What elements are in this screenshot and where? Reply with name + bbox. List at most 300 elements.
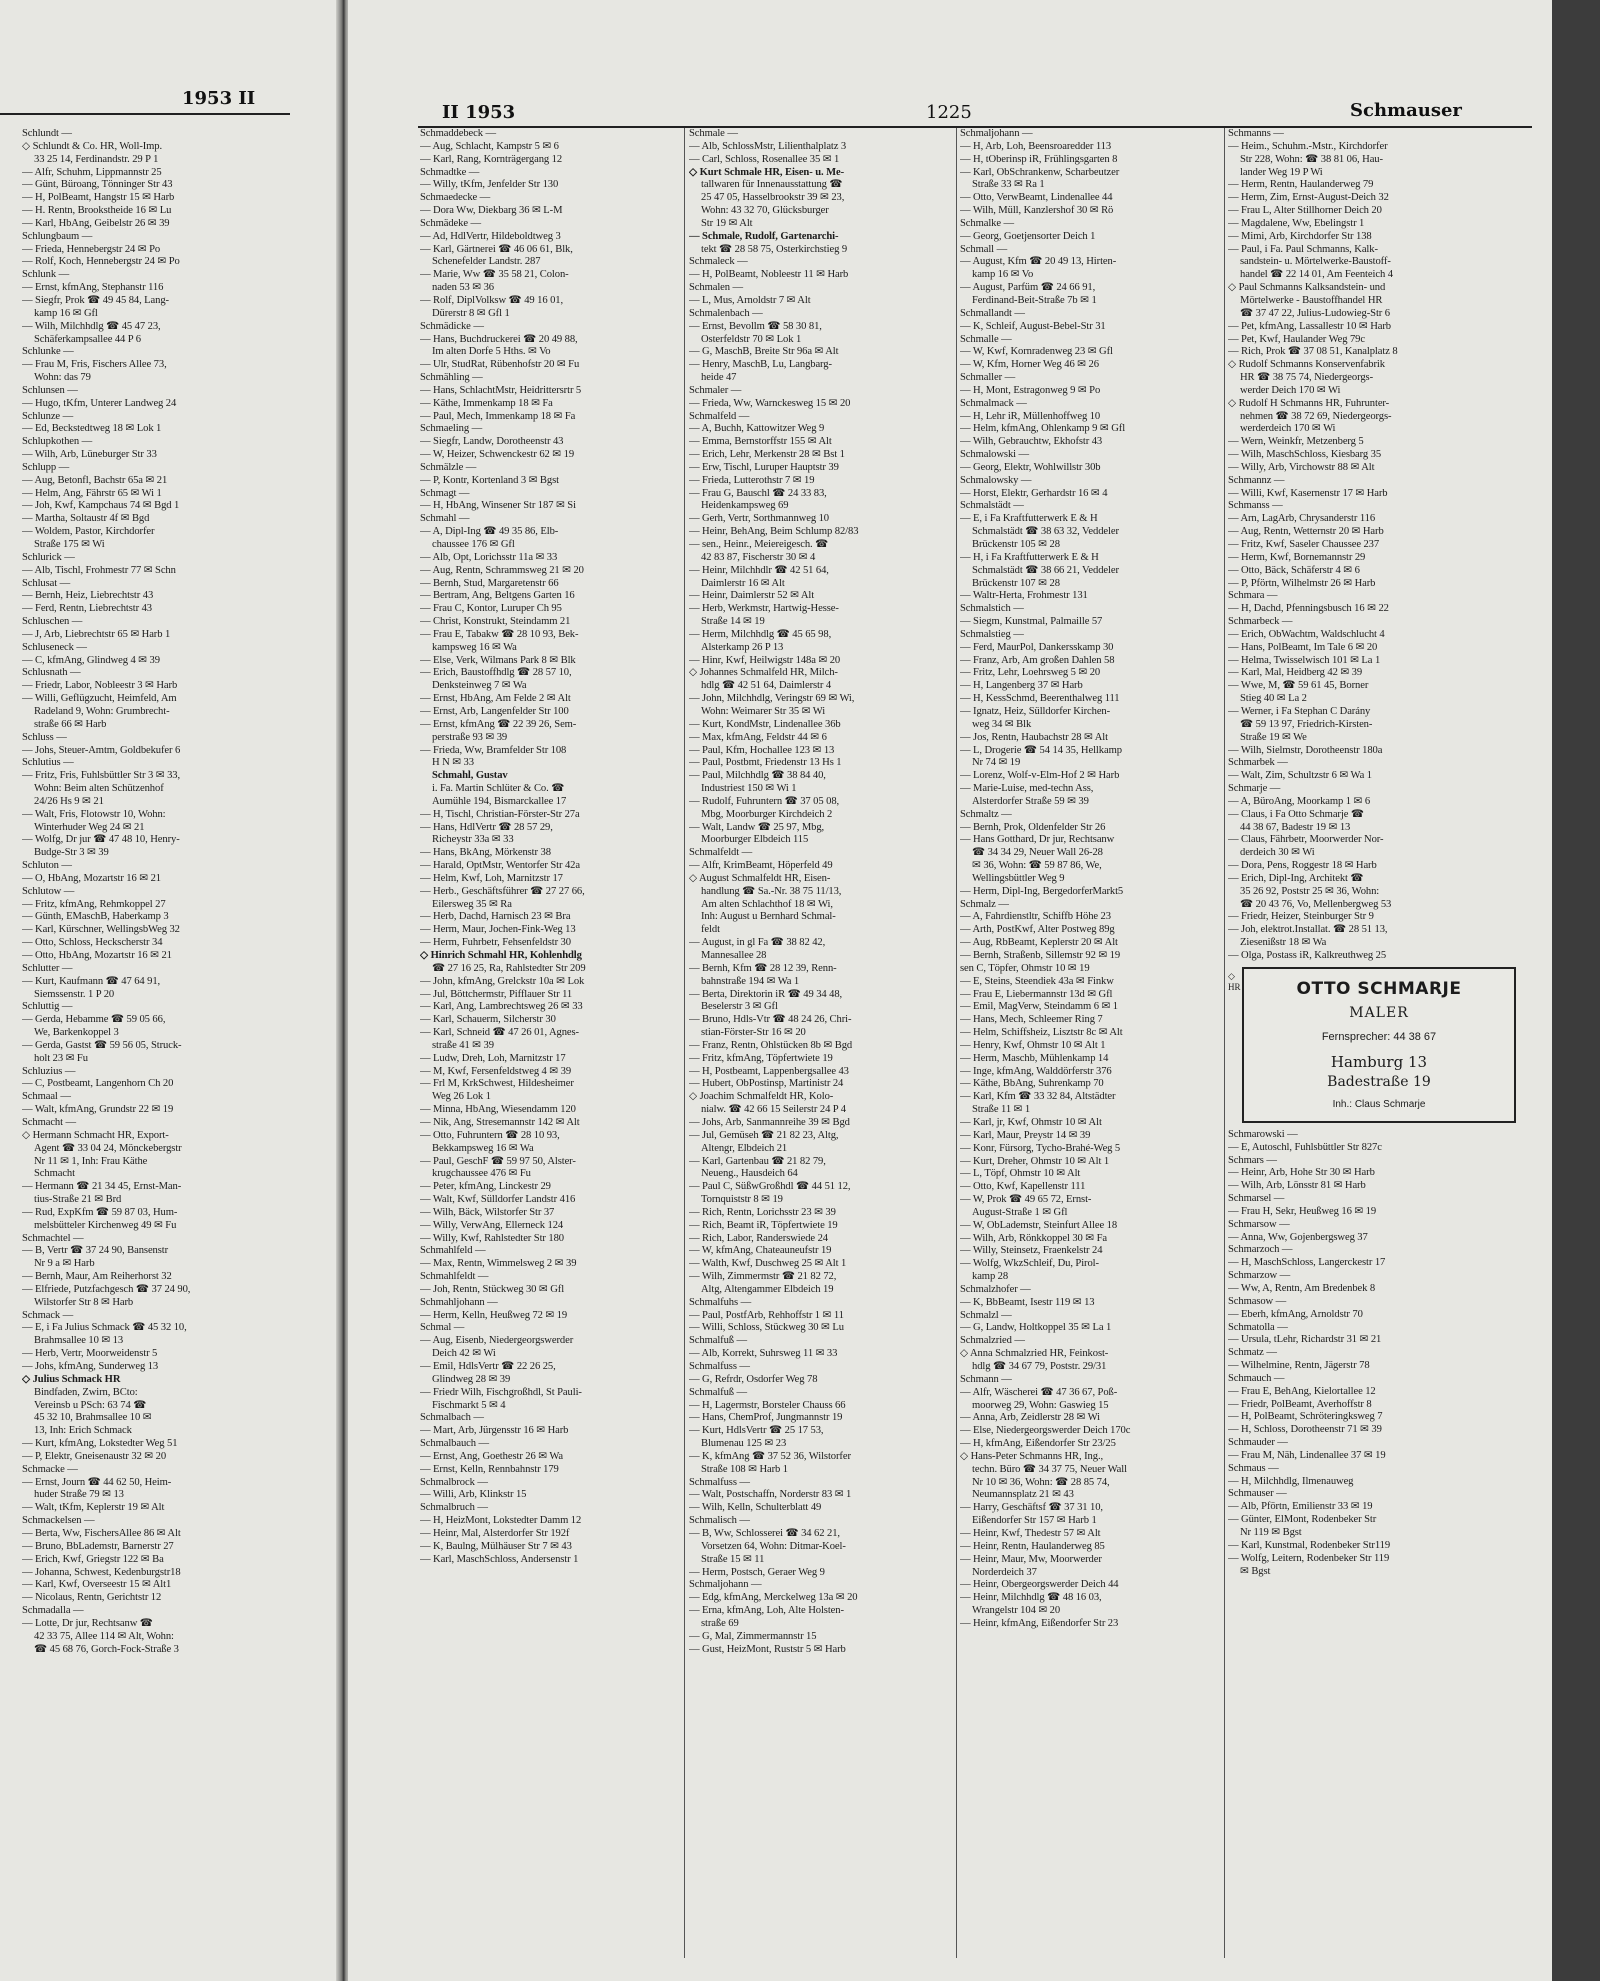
directory-entry-line: kamp 28 [972, 1271, 1009, 1283]
directory-entry-line: — Bernh, Maur, Am Reiherhorst 32 [22, 1271, 172, 1283]
directory-entry-line: Schmallandt — [960, 307, 1025, 319]
directory-entry-line: — Hans, Mech, Schleemer Ring 7 [960, 1014, 1103, 1026]
directory-entry-line: — Willi, Kwf, Kasernenstr 17 ✉ Harb [1228, 487, 1388, 499]
directory-entry-line: — Rich, Rentn, Lorichsstr 23 ✉ 39 [689, 1206, 836, 1218]
directory-entry-line: Schmalbruch — [420, 1502, 488, 1514]
directory-entry-line: — Alfr, Schuhm, Lippmannstr 25 [22, 166, 162, 178]
directory-entry-line: — Fritz, Fris, Fuhlsbüttler Str 3 ✉ 33, [22, 770, 181, 782]
directory-entry-line: — Helm, Kwf, Loh, Marnitzstr 17 [420, 872, 563, 884]
directory-entry-line: sandstein- u. Mörtelwerke-Baustoff- [1240, 256, 1391, 268]
directory-entry-line: — H, Lagermstr, Borsteler Chauss 66 [689, 1399, 846, 1411]
directory-entry-line: — Frau E, Tabakw ☎ 28 10 93, Bek- [420, 628, 579, 640]
directory-entry-line: krugchaussee 476 ✉ Fu [432, 1168, 531, 1180]
directory-entry-line: Schenefelder Landstr. 287 [432, 256, 541, 268]
directory-entry-line: — Herm, Postsch, Geraer Weg 9 [689, 1566, 825, 1578]
directory-entry-line: Schmadalla — [22, 1605, 84, 1617]
directory-entry-line: Schlunk — [22, 269, 70, 281]
directory-entry-line: — Helm, Ang, Fährstr 65 ✉ Wi 1 [22, 487, 162, 499]
directory-entry-line: — H, Schloss, Dorotheenstr 71 ✉ 39 [1228, 1424, 1382, 1436]
directory-entry-line: Schmauch — [1228, 1372, 1285, 1384]
advertisement-box [1242, 967, 1516, 1123]
directory-entry-line: — Fritz, kfmAng, Töpfertwiete 19 [689, 1052, 833, 1064]
directory-entry-line: ☎ 37 47 22, Julius-Ludowieg-Str 6 [1240, 307, 1390, 319]
directory-entry-line: — Hugo, tKfm, Unterer Landweg 24 [22, 397, 177, 409]
directory-entry-line: hdlg ☎ 42 51 64, Daimlerstr 4 [701, 680, 832, 692]
directory-entry-line: Wohn: 43 32 70, Glücksburger [701, 205, 829, 217]
directory-entry-line: — Hans, BkAng, Mörkenstr 38 [420, 847, 551, 859]
directory-entry-line: Winterhuder Weg 24 ✉ 21 [34, 821, 145, 833]
directory-entry-line: — H, Tischl, Christian-Förster-Str 27a [420, 808, 580, 820]
directory-entry-line: — Frau M, Fris, Fischers Allee 73, [22, 359, 167, 371]
directory-entry-line: Nr 119 ✉ Bgst [1240, 1527, 1302, 1538]
directory-entry-line: — Christ, Konstrukt, Steindamm 21 [420, 616, 571, 628]
column-divider [684, 128, 685, 1958]
directory-entry-line: ✉ Bgst [1240, 1565, 1271, 1577]
directory-entry-line: — Siegfr, Landw, Dorotheenstr 43 [420, 436, 564, 448]
directory-entry-line: — G, MaschB, Breite Str 96a ✉ Alt [689, 346, 839, 358]
directory-entry-line: — Bruno, Hdls-Vtr ☎ 48 24 26, Chri- [689, 1014, 852, 1026]
directory-entry-line: Denksteinweg 7 ✉ Wa [432, 680, 527, 692]
directory-entry-line: — H, HbAng, Winsener Str 187 ✉ Si [420, 500, 576, 512]
directory-entry-line: — Johs, Arb, Sanmannreihe 39 ✉ Bgd [689, 1116, 850, 1128]
directory-entry-line: — Willy, Kwf, Rahlstedter Str 180 [420, 1232, 564, 1244]
directory-entry-line: — L, Töpf, Ohmstr 10 ✉ Alt [960, 1168, 1081, 1180]
directory-entry-line: — Waltr-Herta, Frohmestr 131 [960, 590, 1088, 602]
directory-entry-line: August-Straße 1 ✉ Gfl [972, 1206, 1068, 1218]
directory-entry-line: — Frau E, Liebermannstr 13d ✉ Gfl [960, 988, 1113, 1000]
directory-entry-line: Schmadtke — [420, 166, 480, 178]
directory-entry-line: — H, i Fa Kraftfutterwerk E & H [960, 551, 1099, 563]
directory-entry-line: Schmaus — [1228, 1462, 1279, 1474]
directory-entry-line: — Frieda, Ww, Bramfelder Str 108 [420, 744, 567, 756]
directory-entry-line: — Karl, ObSchrankenw, Scharbeutzer [960, 166, 1120, 178]
directory-entry-line: 45 32 10, Brahmsallee 10 ✉ [34, 1412, 152, 1424]
directory-entry-line: Schmalfuß — [689, 1386, 748, 1398]
directory-entry-line: — Ernst, kfmAng ☎ 22 39 26, Sem- [420, 718, 577, 730]
directory-entry-line: — Aug, Rentn, Wetternstr 20 ✉ Harb [1228, 526, 1384, 538]
directory-entry-line: — W, ObLademstr, Steinfurt Allee 18 [960, 1219, 1118, 1231]
directory-entry-line: — Willy, tKfm, Jenfelder Str 130 [420, 179, 559, 191]
directory-entry-line: Schmädicke — [420, 320, 484, 332]
directory-entry-line: — Kurt, HdlsVertr ☎ 25 17 53, [689, 1425, 824, 1437]
directory-entry-line: — Johanna, Schwest, Kedenburgstr18 [22, 1566, 181, 1578]
directory-entry-line: — Wilh, Zimmermstr ☎ 21 82 72, [689, 1271, 837, 1283]
directory-entry-line: — Ernst, Journ ☎ 44 62 50, Heim- [22, 1476, 172, 1488]
ad-trade: MALER [1349, 1004, 1409, 1021]
directory-entry-line: Schmalfuss — [689, 1361, 750, 1372]
directory-entry-line: — Anna, Arb, Zeidlerstr 28 ✉ Wi [960, 1412, 1100, 1424]
directory-entry-line: — A, Fahrdienstltr, Schiffb Höhe 23 [960, 911, 1111, 923]
directory-entry-line: — E, i Fa Kraftfutterwerk E & H [960, 513, 1098, 525]
directory-entry-line: — H, kfmAng, Eißendorfer Str 23/25 [960, 1438, 1116, 1450]
directory-entry-line: — Ernst, Ang, Goethestr 26 ✉ Wa [420, 1450, 564, 1462]
directory-entry-line: ◇ Hans-Peter Schmanns HR, Ing., [960, 1450, 1104, 1462]
directory-entry-line: Aumühle 194, Bismarckallee 17 [432, 795, 567, 807]
directory-entry-line: — Emil, HdlsVertr ☎ 22 26 25, [420, 1361, 556, 1372]
directory-entry-line: — Else, Niedergeorgswerder Deich 170c [960, 1425, 1131, 1437]
directory-entry-line: — Karl, Schneid ☎ 47 26 01, Agnes- [420, 1027, 579, 1039]
directory-entry-line: — Walt, tKfm, Keplerstr 19 ✉ Alt [22, 1502, 165, 1514]
left-head-rule [0, 113, 290, 115]
directory-entry-line: — Paul, GeschF ☎ 59 97 50, Alster- [420, 1155, 576, 1167]
directory-entry-line: 42 83 87, Fischerstr 30 ✉ 4 [701, 551, 816, 563]
directory-entry-line: — Aug, Schlacht, Kampstr 5 ✉ 6 [420, 140, 559, 152]
directory-entry-line: — Ignatz, Heiz, Sülldorfer Kirchen- [960, 705, 1111, 717]
directory-entry-line: Schmalzl — [960, 1309, 1012, 1321]
directory-entry-line: bahnstraße 194 ✉ Wa 1 [701, 975, 800, 987]
directory-entry-line: — Erich, ObWachtm, Waldschlucht 4 [1228, 628, 1385, 640]
directory-entry-line: Nr 10 ✉ 36, Wohn: ☎ 28 85 74, [972, 1476, 1110, 1488]
directory-entry-line: — Otto, Fuhruntern ☎ 28 10 93, [420, 1129, 560, 1141]
directory-entry-line: Schmaeling — [420, 423, 483, 435]
directory-entry-line: — E, Steins, Steendiek 43a ✉ Finkw [960, 975, 1114, 987]
directory-entry-line: — Herm, Maschb, Mühlenkamp 14 [960, 1052, 1109, 1064]
directory-entry-line: Stieg 40 ✉ La 2 [1240, 693, 1307, 705]
directory-entry-line: Schlunze — [22, 410, 74, 422]
directory-entry-line: ☎ 20 43 76, Vo, Mellenbergweg 53 [1240, 898, 1392, 910]
directory-entry-line: — Bernh, Kfm ☎ 28 12 39, Renn- [689, 962, 837, 974]
directory-entry-line: — Paul, Kfm, Hochallee 123 ✉ 13 [689, 744, 835, 756]
directory-entry-line: Straße 11 ✉ 1 [972, 1104, 1031, 1116]
directory-entry-line: Schluschen — [22, 616, 83, 628]
directory-entry-line: — Wern, Weinkfr, Metzenberg 5 [1228, 436, 1364, 448]
directory-entry-line: Siemssenstr. 1 P 20 [34, 988, 115, 1000]
directory-entry-line: huder Straße 79 ✉ 13 [34, 1489, 124, 1501]
directory-entry-line: — Paul, PostfArb, Rehhoffstr 1 ✉ 11 [689, 1309, 844, 1321]
directory-entry-line: Schmaal — [22, 1091, 71, 1103]
left-running-head: 1953 II [182, 88, 256, 109]
directory-entry-line: — K, Baulng, Mülhäuser Str 7 ✉ 43 [420, 1540, 572, 1552]
directory-entry-line: Wohn: das 79 [34, 372, 91, 384]
directory-entry-line: — Frl M, KrkSchwest, Hildesheimer [420, 1078, 574, 1090]
directory-entry-line: — Helm, Schiffsheiz, Lisztstr 8c ✉ Alt [960, 1027, 1123, 1039]
directory-entry-line: hdlg ☎ 34 67 79, Poststr. 29/31 [972, 1361, 1107, 1372]
directory-entry-line: Schmalzried — [960, 1335, 1025, 1347]
directory-entry-line: — Lotte, Dr jur, Rechtsanw ☎ [22, 1617, 153, 1629]
directory-entry-line: — Heinr, kfmAng, Eißendorfer Str 23 [960, 1617, 1119, 1629]
directory-entry-line: — Max, kfmAng, Feldstr 44 ✉ 6 [689, 731, 827, 743]
directory-entry-line: — Marie-Luise, med-techn Ass, [960, 783, 1094, 795]
directory-entry-line: — Otto, HbAng, Mozartstr 16 ✉ 21 [22, 950, 172, 961]
directory-entry-line: Schlunke — [22, 346, 74, 358]
directory-entry-line: Schmaljohann — [960, 128, 1033, 139]
directory-entry-line: Budge-Str 3 ✉ 39 [34, 847, 109, 859]
directory-entry-line: — Gerda, Gastst ☎ 59 56 05, Struck- [22, 1039, 182, 1051]
directory-entry-line: — Ludw, Dreh, Loh, Marnitzstr 17 [420, 1052, 566, 1064]
directory-entry-line: — W, Prok ☎ 49 65 72, Ernst- [960, 1194, 1092, 1206]
directory-entry-line: — Herb, Vertr, Moorweidenstr 5 [22, 1348, 158, 1360]
directory-entry-line: — Georg, Elektr, Wohlwillstr 30b [960, 461, 1101, 473]
directory-entry-line: — Emma, Bernstorffstr 155 ✉ Alt [689, 436, 832, 448]
directory-entry-line: — Kurt, Dreher, Ohmstr 10 ✉ Alt 1 [960, 1155, 1110, 1167]
directory-entry-line: Ferdinand-Beit-Straße 7b ✉ 1 [972, 294, 1097, 306]
directory-entry-line: Schmarje — [1228, 783, 1281, 795]
directory-entry-line: — Heinr, Kwf, Thedestr 57 ✉ Alt [960, 1527, 1101, 1539]
directory-entry-line: — Hans, PolBeamt, Im Tale 6 ✉ 20 [1228, 641, 1378, 653]
directory-entry-line: Vorsetzen 64, Wohn: Ditmar-Koel- [701, 1540, 846, 1552]
directory-entry-line: — Henry, Kwf, Ohmstr 10 ✉ Alt 1 [960, 1039, 1106, 1051]
directory-entry-line: Schlupkothen — [22, 436, 93, 448]
directory-entry-line: — Herm, Maur, Jochen-Fink-Weg 13 [420, 924, 576, 936]
directory-entry-line: tallwaren für Innenausstattung ☎ [701, 179, 843, 191]
directory-entry-line: — Ad, HdlVertr, Hildeboldtweg 3 [420, 230, 561, 242]
directory-entry-line: — Lorenz, Wolf-v-Elm-Hof 2 ✉ Harb [960, 770, 1120, 782]
directory-entry-line: Schluton — [22, 860, 72, 872]
directory-entry-line: — Bernh, Prok, Oldenfelder Str 26 [960, 821, 1106, 833]
directory-entry-line: — Rolf, DiplVolksw ☎ 49 16 01, [420, 294, 564, 306]
directory-entry-line: Schmalle — [960, 333, 1012, 345]
directory-entry-line: straße 69 [701, 1617, 739, 1629]
page-number: 1225 [926, 102, 972, 123]
directory-entry-line: Neumannsplatz 21 ✉ 43 [972, 1489, 1074, 1501]
directory-entry-line: — Herb, Werkmstr, Hartwig-Hesse- [689, 603, 839, 615]
directory-entry-line: — Herb, Dachd, Harnisch 23 ✉ Bra [420, 911, 571, 923]
directory-entry-line: — Peter, kfmAng, Linckestr 29 [420, 1181, 551, 1193]
directory-entry-line: — Joh, Rentn, Stückweg 30 ✉ Gfl [420, 1283, 565, 1295]
directory-entry-line: — Eberh, kfmAng, Arnoldstr 70 [1228, 1308, 1363, 1320]
directory-entry-line: Str 19 ✉ Alt [701, 217, 753, 229]
directory-entry-line: — Ernst, HbAng, Am Felde 2 ✉ Alt [420, 693, 571, 705]
directory-entry-line: — Fritz, kfmAng, Rehmkoppel 27 [22, 898, 166, 910]
directory-entry-line: — Carl, Schloss, Rosenallee 35 ✉ 1 [689, 153, 840, 165]
directory-entry-line: — Erich, Baustoffhdlg ☎ 28 57 10, [420, 667, 572, 679]
directory-entry-line: — Olga, Postass iR, Kalkreuthweg 25 [1228, 950, 1387, 961]
directory-entry-line: — H, PolBeamt, Nobleestr 11 ✉ Harb [689, 269, 849, 281]
directory-entry-line: — H, Milchhdlg, Ilmenauweg [1228, 1475, 1354, 1487]
left-column-text [22, 128, 338, 1958]
directory-entry-line: — Gust, HeizMont, Ruststr 5 ✉ Harb [689, 1643, 846, 1655]
directory-entry-line: — Kurt, KondMstr, Lindenallee 36b [689, 718, 841, 730]
directory-entry-line: Mbg, Moorburger Kirchdeich 2 [701, 808, 833, 820]
directory-entry-line: — Karl, Kürschner, WellingsbWeg 32 [22, 924, 180, 936]
directory-entry-line: — Herm, Rentn, Haulanderweg 79 [1228, 179, 1374, 191]
directory-entry-line: Schmalfuhs — [689, 1296, 752, 1308]
directory-entry-line: Schmall — [960, 243, 1008, 255]
directory-entry-line: — Günth, EMaschB, Haberkamp 3 [22, 911, 169, 923]
directory-entry-line: — Karl, Ang, Lambrechtsweg 26 ✉ 33 [420, 1001, 583, 1013]
directory-entry-line: Norderdeich 37 [972, 1566, 1037, 1578]
directory-entry-line: Schlungbaum — [22, 230, 93, 242]
directory-entry-line: — Schmale, Rudolf, Gartenarchi- [689, 230, 839, 242]
directory-entry-line: Schmauder — [1228, 1437, 1288, 1449]
directory-entry-line: — Alb, Korrekt, Suhrsweg 11 ✉ 33 [689, 1348, 838, 1360]
directory-entry-line: Blumenau 125 ✉ 23 [701, 1438, 787, 1450]
directory-entry-line: — Wilh, Arb, Lüneburger Str 33 [22, 449, 157, 461]
directory-entry-line: kampsweg 16 ✉ Wa [432, 641, 517, 653]
directory-entry-line: Schmahl — [420, 513, 470, 525]
directory-entry-line: We, Barkenkoppel 3 [34, 1027, 119, 1039]
directory-entry-line: — Erich, Kwf, Griegstr 122 ✉ Ba [22, 1553, 164, 1565]
directory-entry-line: — H, Mont, Estragonweg 9 ✉ Po [960, 384, 1101, 396]
directory-entry-line: — A, BüroAng, Moorkamp 1 ✉ 6 [1228, 795, 1371, 807]
directory-entry-line: Schlusnath — [22, 667, 81, 679]
directory-entry-line: — Aug, Eisenb, Niedergeorgswerder [420, 1335, 574, 1347]
directory-entry-line: Alsterdorfer Straße 59 ✉ 39 [972, 795, 1089, 807]
directory-entry-line: — Willy, VerwAng, Ellerneck 124 [420, 1219, 564, 1231]
directory-entry-line: — K, kfmAng ☎ 37 52 36, Wilstorfer [689, 1450, 851, 1462]
directory-entry-line: Eißendorfer Str 157 ✉ Harb 1 [972, 1515, 1097, 1527]
directory-entry-line: Straße 108 ✉ Harb 1 [701, 1463, 788, 1475]
directory-entry-line: — Ernst, Kelln, Rennbahnstr 179 [420, 1463, 559, 1475]
directory-entry-line: ◇ Schlundt & Co. HR, Woll-Imp. [22, 140, 163, 152]
directory-entry-line: Schmahljohann — [420, 1296, 498, 1308]
directory-entry-line: Am alten Schlachthof 18 ✉ Wi, [701, 898, 833, 910]
directory-entry-line: — Heinr, Obergeorgswerder Deich 44 [960, 1579, 1119, 1591]
directory-entry-line: — Ernst, Arb, Langenfelder Str 100 [420, 705, 569, 717]
directory-entry-line: — Otto, Bäck, Schäferstr 4 ✉ 6 [1228, 564, 1360, 576]
directory-entry-line: Schmaler — [689, 384, 742, 396]
directory-entry-line: — Käthe, BbAng, Suhrenkamp 70 [960, 1078, 1104, 1090]
directory-entry-line: — Siegfr, Prok ☎ 49 45 84, Lang- [22, 294, 169, 306]
directory-entry-line: — Karl, Gartenbau ☎ 21 82 79, [689, 1155, 826, 1167]
directory-entry-line: Eilersweg 35 ✉ Ra [432, 898, 512, 910]
directory-entry-line: ◇ Rudolf Schmanns Konservenfabrik [1228, 359, 1385, 371]
directory-entry-line: — Rudolf, Fuhruntern ☎ 37 05 08, [689, 795, 840, 807]
directory-entry-line: — Dora Ww, Diekbarg 36 ✉ L-M [420, 205, 563, 217]
directory-entry-line: — Aug, RbBeamt, Keplerstr 20 ✉ Alt [960, 937, 1118, 949]
directory-entry-line: — Nik, Ang, Stresemannstr 142 ✉ Alt [420, 1116, 580, 1128]
directory-entry-line: Heidenkampsweg 69 [701, 500, 789, 512]
directory-entry-line: — B, Vertr ☎ 37 24 90, Bansenstr [22, 1245, 169, 1257]
directory-entry-line: — Wolfg, Dr jur ☎ 47 48 10, Henry- [22, 834, 180, 846]
directory-entry-line: tekt ☎ 28 58 75, Osterkirchstieg 9 [701, 243, 848, 255]
directory-entry-line: — Friedr Wilh, Fischgroßhdl, St Pauli- [420, 1386, 582, 1398]
directory-entry-line: — H, PolBeamt, Hangstr 15 ✉ Harb [22, 192, 175, 204]
directory-entry-line: ◇ Hermann Schmacht HR, Export- [22, 1129, 169, 1141]
directory-entry-line: — John, kfmAng, Grelckstr 10a ✉ Lok [420, 975, 585, 987]
directory-entry-line: Schmalfeldt — [689, 847, 753, 859]
directory-entry-line: Schmarsow — [1228, 1218, 1290, 1230]
left-page [0, 0, 338, 1981]
directory-entry-line: Schluttig — [22, 1001, 73, 1013]
directory-entry-line: — A, Buchh, Kattowitzer Weg 9 [689, 423, 825, 435]
directory-entry-line: Schmatz — [1228, 1347, 1277, 1359]
directory-entry-line: Moorburger Elbdeich 115 [701, 834, 809, 846]
directory-entry-line: — P, Pförtn, Wilhelmstr 26 ✉ Harb [1228, 577, 1376, 589]
directory-entry-line: Nr 74 ✉ 19 [972, 757, 1021, 769]
directory-entry-line: Brahmsallee 10 ✉ 13 [34, 1335, 124, 1347]
ad-company-name: OTTO SCHMARJE [1296, 978, 1462, 999]
directory-entry-line: naden 53 ✉ 36 [432, 282, 495, 294]
directory-entry-line: — Herm, Dipl-Ing, BergedorferMarkt5 [960, 885, 1124, 897]
directory-entry-line: — Frieda, Lutterothstr 7 ✉ 19 [689, 474, 815, 486]
directory-entry-line: — Heinr, Arb, Hohe Str 30 ✉ Harb [1228, 1167, 1375, 1179]
directory-entry-line: — Frau M, Näh, Lindenallee 37 ✉ 19 [1228, 1449, 1386, 1461]
directory-entry-line: Schmalfeld — [689, 410, 750, 422]
directory-entry-line: Nr 9 a ✉ Harb [34, 1258, 95, 1270]
directory-entry-line: — Karl, HbAng, Geibelstr 26 ✉ 39 [22, 217, 170, 229]
directory-entry-line: — Berta, Direktorin iR ☎ 49 34 48, [689, 988, 843, 1000]
directory-entry-line: Bindfaden, Zwirn, BCto: [34, 1386, 138, 1398]
directory-entry-line: Straße 19 ✉ We [1240, 731, 1307, 743]
directory-entry-line: — Walt, Landw ☎ 25 97, Mbg, [689, 821, 825, 833]
directory-entry-line: Deich 42 ✉ Wi [432, 1348, 496, 1360]
directory-entry-line: — Elfriede, Putzfachgesch ☎ 37 24 90, [22, 1283, 191, 1295]
directory-entry-line: — Hans, HdlVertr ☎ 28 57 29, [420, 821, 553, 833]
directory-entry-line: — Herm, Kwf, Bornemannstr 29 [1228, 551, 1366, 563]
directory-entry-line: Schmaddebeck — [420, 128, 496, 139]
directory-entry-line: — Frau E, BehAng, Kielortallee 12 [1228, 1385, 1376, 1397]
directory-entry-line: — Ernst, kfmAng, Stephanstr 116 [22, 282, 164, 294]
directory-entry-line: — Harry, Geschäftsf ☎ 37 31 10, [960, 1502, 1103, 1514]
directory-entry-line: ◇ Joachim Schmalfeldt HR, Kolo- [689, 1091, 834, 1103]
directory-entry-line: — O, HbAng, Mozartstr 16 ✉ 21 [22, 872, 161, 884]
directory-entry-line: Schmalmack — [960, 397, 1027, 409]
directory-entry-line: 42 33 75, Allee 114 ✉ Alt, Wohn: [34, 1630, 174, 1642]
directory-entry-line: — Hans Gotthard, Dr jur, Rechtsanw [960, 834, 1115, 846]
directory-entry-line: — Frau L, Alter Stillhorner Deich 20 [1228, 205, 1382, 217]
directory-entry-line: Schmahlfeld — [420, 1245, 486, 1257]
directory-entry-line: Schmalz — [960, 898, 1009, 910]
directory-entry-line: — Bruno, BbLademstr, Barnerstr 27 [22, 1540, 174, 1552]
directory-entry-line: — Alb, SchlossMstr, Lilienthalplatz 3 [689, 140, 847, 152]
directory-entry-line: Wilstorfer Str 8 ✉ Harb [34, 1296, 134, 1308]
directory-entry-line: — Jos, Rentn, Haubachstr 28 ✉ Alt [960, 731, 1108, 743]
directory-entry-line: — Magdalene, Ww, Ebelingstr 1 [1228, 217, 1365, 229]
directory-entry-line: — Herm, Milchhdlg ☎ 45 65 98, [689, 628, 832, 640]
directory-entry-line: — Willi, Arb, Klinkstr 15 [420, 1489, 527, 1501]
directory-entry-line: — Ferd, MaurPol, Dankersskamp 30 [960, 641, 1114, 653]
directory-entry-line: — Jul, Gemüseh ☎ 21 82 23, Altg, [689, 1129, 839, 1141]
directory-entry-line: — Wilh, Gebrauchtw, Ekhofstr 43 [960, 436, 1103, 448]
directory-entry-line: ◇ Hinrich Schmahl HR, Kohlenhdlg [420, 950, 582, 961]
ad-phone: Fernsprecher: 44 38 67 [1321, 1030, 1437, 1043]
directory-entry-line: Schmalstieg — [960, 628, 1024, 640]
directory-entry-line: — M, Kwf, Fersenfeldstweg 4 ✉ 39 [420, 1065, 572, 1077]
directory-entry-line: i. Fa. Martin Schlüter & Co. ☎ [432, 783, 565, 795]
directory-entry-line: Schmalbauch — [420, 1438, 490, 1450]
directory-entry-line: — Georg, Goetjensorter Deich 1 [960, 230, 1096, 242]
directory-entry-line: — G, Landw, Holtkoppel 35 ✉ La 1 [960, 1322, 1112, 1334]
scan-margin [1552, 0, 1600, 1981]
directory-entry-line: Schmachtel — [22, 1232, 84, 1244]
directory-entry-line: — Emil, MagVerw, Steindamm 6 ✉ 1 [960, 1001, 1118, 1013]
directory-entry-line: Inh: August u Bernhard Schmal- [701, 911, 836, 923]
directory-entry-line: Schmahlfeldt — [420, 1271, 489, 1283]
directory-entry-line: — Wilh, Sielmstr, Dorotheenstr 180a [1228, 744, 1383, 756]
directory-entry-line: — W, Heizer, Schwenckestr 62 ✉ 19 [420, 449, 575, 461]
directory-entry-line: — Karl, Rang, Kornträgergang 12 [420, 153, 563, 165]
directory-entry-line: — L, Mus, Arnoldstr 7 ✉ Alt [689, 294, 811, 306]
directory-entry-line: werderdeich 170 ✉ Wi [1240, 423, 1336, 435]
directory-entry-line: Schmalstädt ☎ 38 63 32, Veddeler [972, 526, 1119, 538]
directory-entry-line: — H, Dachd, Pfenningsbusch 16 ✉ 22 [1228, 603, 1389, 615]
directory-entry-line: — Ferd, Rentn, Liebrechtstr 43 [22, 603, 152, 615]
directory-entry-line: — E, Autoschl, Fuhlsbüttler Str 827c [1228, 1141, 1382, 1153]
directory-entry-line: — K, BbBeamt, Isestr 119 ✉ 13 [960, 1296, 1095, 1308]
directory-entry-line: 25 47 05, Hasselbrookstr 39 ✉ 23, [701, 192, 845, 204]
directory-entry-line: — Alb, Opt, Lorichsstr 11a ✉ 33 [420, 551, 558, 563]
directory-entry-line: Wellingsbüttler Weg 9 [972, 872, 1065, 884]
directory-entry-line: — Walt, kfmAng, Grundstr 22 ✉ 19 [22, 1104, 174, 1116]
directory-entry-line: Mörtelwerke - Baustoffhandel HR [1240, 294, 1383, 306]
advertisement [1228, 967, 1528, 1123]
directory-entry-line: — Wilh, Müll, Kanzlershof 30 ✉ Rö [960, 205, 1114, 217]
directory-entry-line: — P, Kontr, Kortenland 3 ✉ Bgst [420, 474, 559, 486]
directory-entry-line: — Claus, Fährbetr, Moorwerder Nor- [1228, 834, 1384, 846]
directory-entry-line: nehmen ☎ 38 72 69, Niedergeorgs- [1240, 410, 1392, 422]
directory-entry-line: Schluzius — [22, 1065, 76, 1077]
directory-entry-line: Schmalisch — [689, 1515, 750, 1527]
directory-entry-line: — Karl, jr, Kwf, Ohmstr 10 ✉ Alt [960, 1116, 1102, 1128]
directory-entry-line: — sen., Heinr., Meiereigesch. ☎ [689, 539, 829, 550]
directory-entry-line: — Rich, Beamt iR, Töpfertwiete 19 [689, 1219, 838, 1231]
directory-entry-line: — Herb., Geschäftsführer ☎ 27 27 66, [420, 885, 585, 897]
directory-entry-line: Brückenstr 105 ✉ 28 [972, 539, 1060, 550]
directory-entry-line: — Rich, Labor, Randerswiede 24 [689, 1232, 828, 1244]
directory-entry-line: Schluss — [22, 731, 67, 743]
directory-entry-line: — Willy, Steinsetz, Fraenkelstr 24 [960, 1245, 1103, 1257]
